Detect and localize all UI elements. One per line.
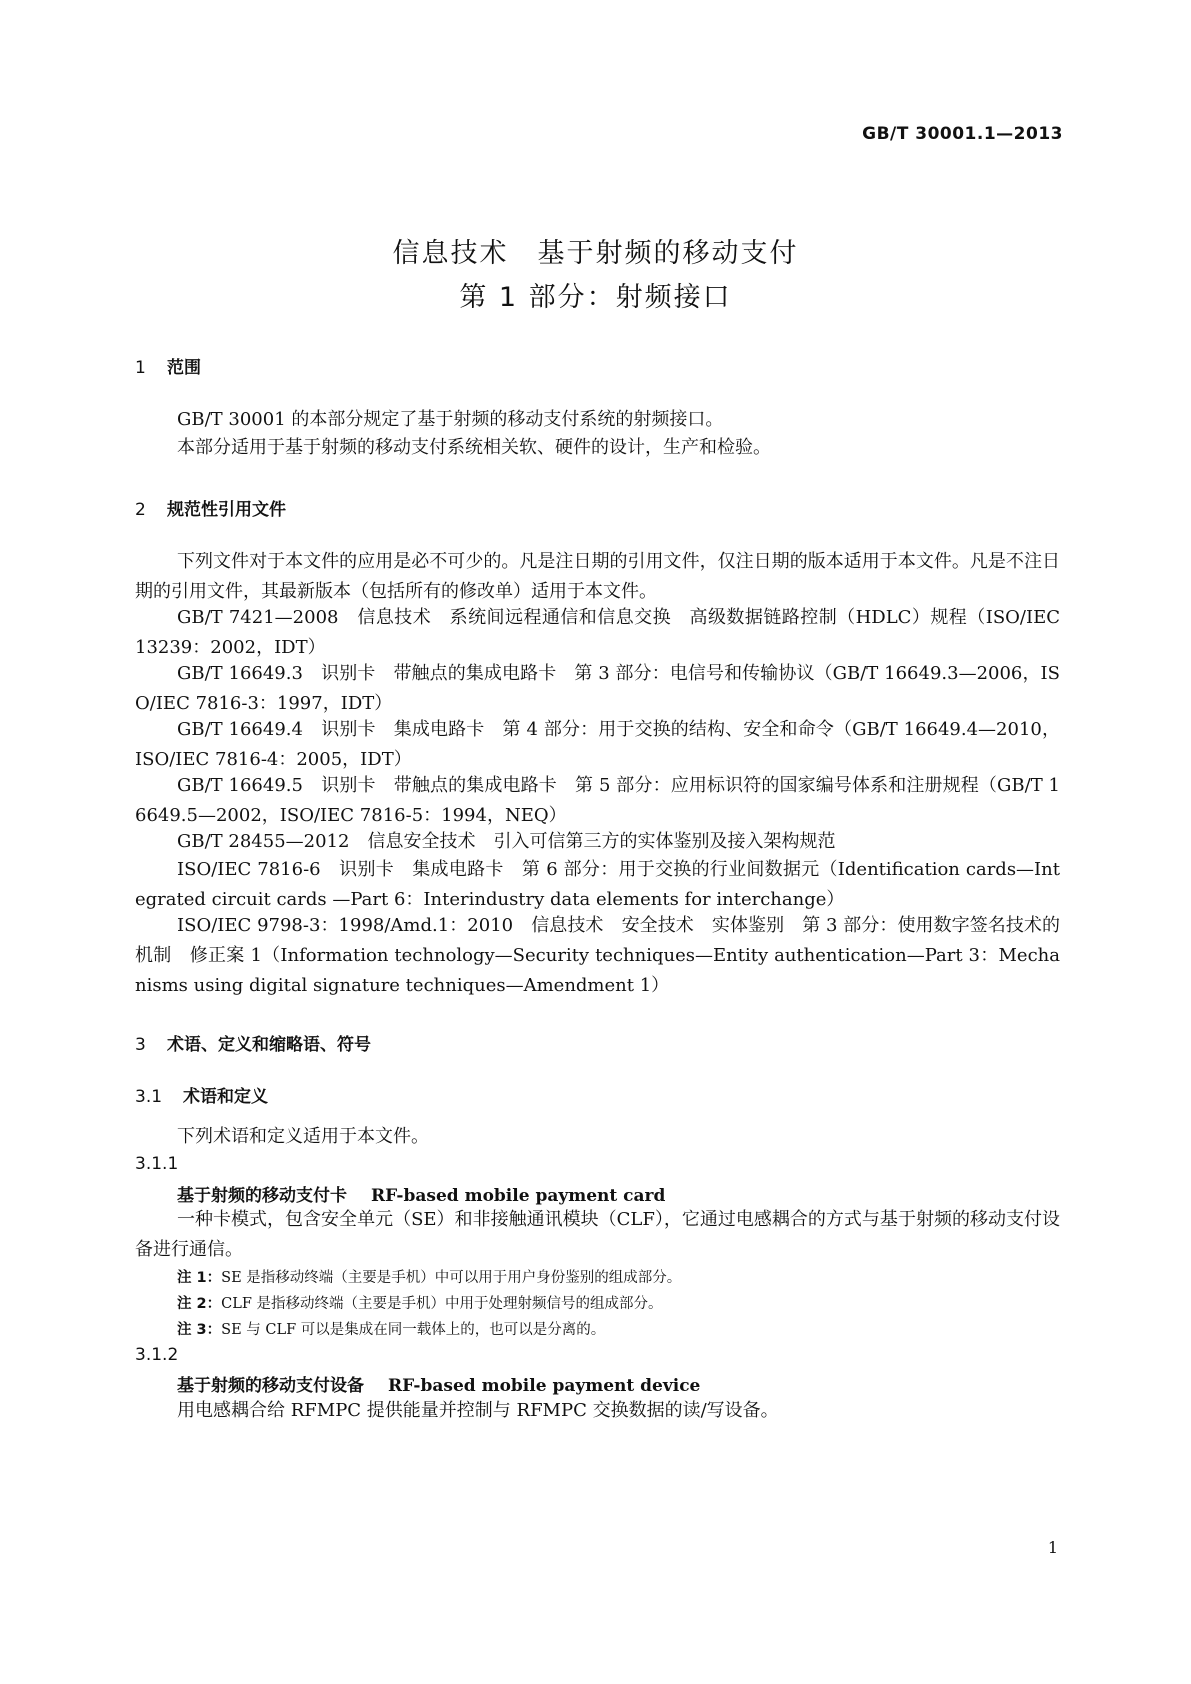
section-number: 2 bbox=[135, 500, 146, 520]
reference-entry: ISO/IEC 7816-6 识别卡 集成电路卡 第 6 部分：用于交换的行业间数据元（Identification cards—Integrated circuit cards —Part 6：Interindustry data elements for interchange） bbox=[135, 859, 1060, 910]
note-label: 注 1： bbox=[177, 1270, 222, 1286]
paragraph: 本部分适用于基于射频的移动支付系统相关软、硬件的设计，生产和检验。 bbox=[177, 437, 771, 458]
note bbox=[177, 1292, 663, 1313]
reference-entry: GB/T 16649.3 识别卡 带触点的集成电路卡 第 3 部分：电信号和传输协议（GB/T 16649.3—2006，ISO/IEC 7816-3：1997，IDT） bbox=[135, 663, 1060, 714]
paragraph: 下列文件对于本文件的应用是必不可少的。凡是注日期的引用文件，仅注日期的版本适用于本文件。凡是不注日期的引用文件，其最新版本（包括所有的修改单）适用于本文件。 bbox=[135, 551, 1060, 602]
section-heading-scope bbox=[135, 353, 201, 378]
term-number: 3.1.1 bbox=[135, 1154, 179, 1174]
term-zh: 基于射频的移动支付设备 bbox=[177, 1376, 364, 1396]
reference-entry: ISO/IEC 9798-3：1998/Amd.1：2010 信息技术 安全技术 实体鉴别 第 3 部分：使用数字签名技术的机制 修正案 1（Information technology—Security techniques—Entity authentication—Part 3：Mechanisms using digital signature techniques—Amendment 1） bbox=[135, 915, 1060, 996]
standard-code: GB/T 30001.1—2013 bbox=[862, 124, 1063, 144]
subsection-number: 3.1 bbox=[135, 1087, 163, 1107]
term-zh: 基于射频的移动支付卡 bbox=[177, 1186, 347, 1206]
section-title: 术语、定义和缩略语、符号 bbox=[167, 1035, 371, 1055]
term-en: RF-based mobile payment device bbox=[388, 1376, 701, 1396]
document-subtitle: 第 1 部分：射频接口 bbox=[459, 282, 732, 313]
section-number: 3 bbox=[135, 1035, 146, 1055]
term-title bbox=[177, 1371, 700, 1396]
note-label: 注 2： bbox=[177, 1296, 222, 1312]
note bbox=[177, 1318, 605, 1339]
term-definition: 一种卡模式，包含安全单元（SE）和非接触通讯模块（CLF），它通过电感耦合的方式与基于射频的移动支付设备进行通信。 bbox=[135, 1209, 1060, 1260]
paragraph: GB/T 30001 的本部分规定了基于射频的移动支付系统的射频接口。 bbox=[177, 409, 724, 430]
section-number: 1 bbox=[135, 358, 146, 378]
note-text: CLF 是指移动终端（主要是手机）中用于处理射频信号的组成部分。 bbox=[221, 1296, 663, 1312]
term-en: RF-based mobile payment card bbox=[371, 1186, 666, 1206]
subsection-title: 术语和定义 bbox=[183, 1087, 268, 1107]
section-heading-normative-references bbox=[135, 495, 286, 520]
note-text: SE 与 CLF 可以是集成在同一载体上的，也可以是分离的。 bbox=[221, 1322, 606, 1338]
note-label: 注 3： bbox=[177, 1322, 222, 1338]
note bbox=[177, 1266, 681, 1287]
subsection-heading-terms-definitions bbox=[135, 1082, 268, 1107]
term-number: 3.1.2 bbox=[135, 1345, 179, 1365]
term-definition: 用电感耦合给 RFMPC 提供能量并控制与 RFMPC 交换数据的读/写设备。 bbox=[177, 1400, 779, 1421]
note-text: SE 是指移动终端（主要是手机）中可以用于用户身份鉴别的组成部分。 bbox=[221, 1270, 682, 1286]
reference-entry: GB/T 16649.5 识别卡 带触点的集成电路卡 第 5 部分：应用标识符的国家编号体系和注册规程（GB/T 16649.5—2002，ISO/IEC 7816-5：1994，NEQ） bbox=[135, 775, 1060, 826]
section-title: 范围 bbox=[167, 358, 201, 378]
reference-entry: GB/T 7421—2008 信息技术 系统间远程通信和信息交换 高级数据链路控制（HDLC）规程（ISO/IEC 13239：2002，IDT） bbox=[135, 607, 1060, 658]
reference-entry: GB/T 16649.4 识别卡 集成电路卡 第 4 部分：用于交换的结构、安全和命令（GB/T 16649.4—2010，ISO/IEC 7816-4：2005，IDT） bbox=[135, 719, 1060, 770]
page-number: 1 bbox=[1047, 1538, 1058, 1557]
term-title bbox=[177, 1181, 665, 1206]
paragraph: 下列术语和定义适用于本文件。 bbox=[177, 1126, 429, 1147]
section-heading-terms bbox=[135, 1030, 371, 1055]
document-title: 信息技术 基于射频的移动支付 bbox=[392, 238, 799, 269]
section-title: 规范性引用文件 bbox=[167, 500, 286, 520]
reference-entry: GB/T 28455—2012 信息安全技术 引入可信第三方的实体鉴别及接入架构规范 bbox=[177, 831, 836, 852]
